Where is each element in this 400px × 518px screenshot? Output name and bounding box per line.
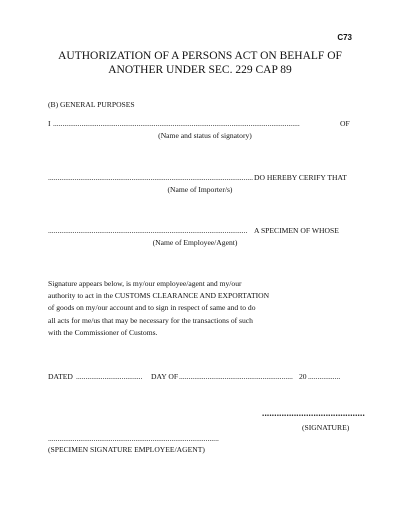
signatory-caption: (Name and status of signatory) xyxy=(158,131,252,140)
paragraph-line: Signature appears below, is my/our employee/agent and my/our xyxy=(48,279,242,288)
year-dotted-line: ................. xyxy=(308,372,341,381)
importer-caption: (Name of Importer/s) xyxy=(167,185,233,194)
employee-dotted-line: ......................................................................................................... xyxy=(48,226,248,235)
signatory-suffix: OF xyxy=(340,119,350,128)
employee-suffix: A SPECIMEN OF WHOSE xyxy=(254,226,339,235)
section-heading: (B) GENERAL PURPOSES xyxy=(48,100,135,109)
paragraph-line: of goods on my/our account and to sign in respect of same and to do xyxy=(48,303,256,313)
paragraph-line: authority to act in the CUSTOMS CLEARANCE AND EXPORTATION xyxy=(48,291,270,301)
importer-suffix: DO HEREBY CERIFY THAT xyxy=(254,173,347,182)
day-of-label: DAY OF xyxy=(151,372,179,381)
form-code: C73 xyxy=(337,33,352,42)
specimen-signature-caption: (SPECIMEN SIGNATURE EMPLOYEE/AGENT) xyxy=(48,445,205,454)
signature-caption: (SIGNATURE) xyxy=(302,423,350,432)
year-label: 20 xyxy=(299,372,307,381)
day-of-dotted-line: ............................................................ xyxy=(179,372,293,381)
dated-dotted-line: ................................... xyxy=(76,372,143,381)
specimen-signature-dotted-line: .......................................................................................... xyxy=(48,434,219,443)
employee-caption: (Name of Employee/Agent) xyxy=(152,238,238,247)
authorization-paragraph xyxy=(48,278,269,339)
signature-dotted-line: .......................................... xyxy=(262,408,365,418)
dated-label: DATED xyxy=(48,372,73,381)
importer-dotted-line: ............................................................................................................ xyxy=(48,173,254,182)
signatory-dotted-line: .................................................................................................................................. xyxy=(53,119,300,128)
paragraph-line: with the Commissioner of Customs. xyxy=(48,327,158,337)
document-title-line-1: AUTHORIZATION OF A PERSONS ACT ON BEHALF OF xyxy=(58,50,342,62)
signatory-prefix: I xyxy=(48,119,51,128)
document-title-line-2: ANOTHER UNDER SEC. 229 CAP 89 xyxy=(108,64,292,76)
paragraph-line: all acts for me/us that may be necessary for the transactions of such xyxy=(48,315,253,325)
